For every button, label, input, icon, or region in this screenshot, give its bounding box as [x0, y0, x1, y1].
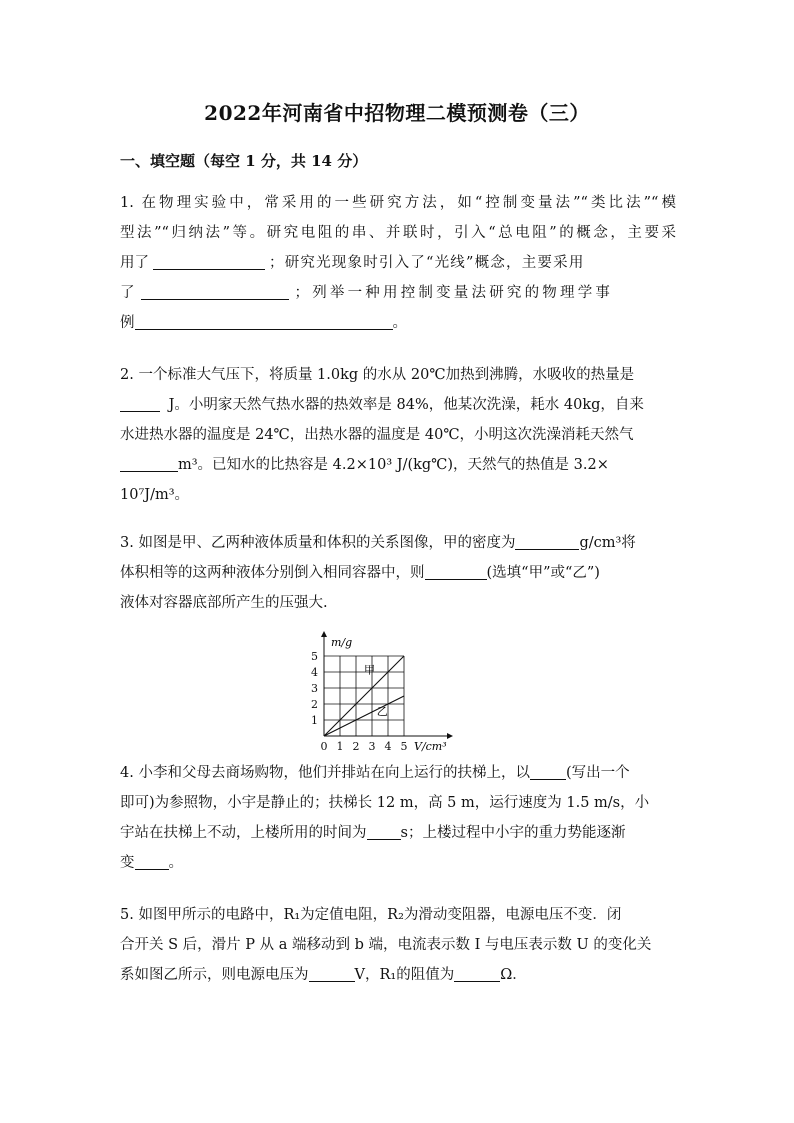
answer-blank[interactable]	[367, 821, 401, 840]
q2-line-5: 10⁷J/m³。	[120, 487, 190, 503]
answer-blank[interactable]	[135, 851, 169, 870]
q4-text: 变	[120, 855, 135, 871]
q3-text: 3. 如图是甲、乙两种液体质量和体积的关系图像，甲的密度为	[120, 535, 516, 551]
series-line-yi	[324, 696, 404, 736]
x-tick-label: 4	[384, 740, 392, 753]
q3-line-1	[120, 528, 676, 558]
q3-line-3: 液体对容器底部所产生的压强大.	[120, 595, 328, 611]
q5-line-2: 合开关 S 后，滑片 P 从 a 端移动到 b 端，电流表示数 I 与电压表示数 U 的变化关	[120, 937, 652, 953]
question-5	[120, 900, 676, 990]
section-heading-fill-in: 一、填空题（每空 1 分，共 14 分）	[120, 152, 368, 170]
q4-text: s；上楼过程中小宇的重力势能逐渐	[400, 825, 626, 841]
series-label-jia: 甲	[364, 663, 375, 677]
series-label-yi: 乙	[376, 705, 388, 719]
x-tick-label: 3	[368, 740, 376, 753]
question-3	[120, 528, 676, 618]
q1-text: 。	[392, 315, 407, 331]
answer-blank[interactable]	[309, 963, 355, 982]
q5-text: 系如图乙所示，则电源电压为	[120, 967, 309, 983]
answer-blank[interactable]	[135, 311, 393, 330]
q1-text: 用了	[120, 255, 149, 271]
answer-blank[interactable]	[515, 531, 579, 550]
q2-line-3: 水进热水器的温度是 24℃，出热水器的温度是 40℃，小明这次洗澡消耗天然气	[120, 427, 634, 443]
x-tick-label: 1	[336, 740, 344, 753]
q1-line-1: 1. 在物理实验中，常采用的一些研究方法，如“控制变量法”“类比法”“模	[120, 195, 676, 211]
y-axis-label: m/g	[331, 636, 353, 649]
q4-line-2: 即可)为参照物，小宇是静止的；扶梯长 12 m，高 5 m，运行速度为 1.5 m/s，小	[120, 795, 650, 811]
q1-line-3	[120, 248, 676, 278]
q2-line-4	[120, 450, 676, 480]
q3-line-2	[120, 558, 676, 588]
answer-blank[interactable]	[120, 393, 160, 412]
question-4	[120, 758, 676, 878]
q5-text: Ω．	[500, 967, 527, 983]
q5-line-3	[120, 960, 676, 990]
q1-line-2: 型法”“归纳法”等。研究电阻的串、并联时，引入“总电阻”的概念，主要采	[120, 225, 676, 241]
q4-line-1	[120, 758, 676, 788]
q3-text: g/cm³将	[579, 535, 636, 551]
q4-line-3	[120, 818, 676, 848]
y-tick-label: 1	[311, 714, 318, 727]
q1-text: 例	[120, 315, 135, 331]
question-1	[120, 188, 676, 338]
answer-blank[interactable]	[141, 281, 289, 300]
q2-text: m³。已知水的比热容是 4.2×10³ J/(kg℃)，天然气的热值是 3.2×	[178, 457, 609, 473]
x-axis-label: V/cm³	[414, 740, 447, 753]
q5-text: V，R₁的阻值为	[354, 967, 455, 983]
y-tick-label: 4	[311, 666, 318, 679]
q2-text: J。小明家天然气热水器的热效率是 84%，他某次洗澡，耗水 40kg，自来	[164, 397, 644, 413]
q4-text: (写出一个	[565, 765, 630, 781]
x-tick-label: 2	[352, 740, 360, 753]
x-tick-label: 5	[400, 740, 408, 753]
page-title: 2022年河南省中招物理二模预测卷（三）	[204, 101, 590, 125]
q3-text: (选填“甲”或“乙”)	[486, 565, 600, 581]
q1-text: ；列举一种用控制变量法研究的物理学事	[294, 285, 614, 301]
q1-line-5	[120, 308, 676, 338]
answer-blank[interactable]	[120, 453, 178, 472]
answer-blank[interactable]	[425, 561, 487, 580]
y-tick-label: 5	[311, 650, 318, 663]
q1-line-4	[120, 278, 676, 308]
answer-blank[interactable]	[530, 761, 566, 780]
mass-volume-graph	[300, 628, 460, 756]
q4-text: 。	[168, 855, 183, 871]
y-tick-label: 2	[311, 698, 318, 711]
q3-text: 体积相等的这两种液体分别倒入相同容器中，则	[120, 565, 425, 581]
question-2	[120, 360, 676, 510]
q4-text: 4. 小李和父母去商场购物，他们并排站在向上运行的扶梯上，以	[120, 765, 530, 781]
q1-text: 了	[120, 285, 135, 301]
q2-line-1: 2. 一个标准大气压下，将质量 1.0kg 的水从 20℃加热到沸腾，水吸收的热量是	[120, 367, 635, 383]
q2-line-2	[120, 390, 676, 420]
q4-line-4	[120, 848, 676, 878]
x-tick-label: 0	[320, 740, 328, 753]
answer-blank[interactable]	[153, 251, 265, 270]
q1-text: ；研究光现象时引入了“光线”概念，主要采用	[269, 255, 585, 271]
q5-line-1: 5. 如图甲所示的电路中，R₁为定值电阻，R₂为滑动变阻器，电源电压不变．闭	[120, 907, 622, 923]
q4-text: 宇站在扶梯上不动，上楼所用的时间为	[120, 825, 367, 841]
answer-blank[interactable]	[454, 963, 500, 982]
y-tick-label: 3	[311, 682, 318, 695]
